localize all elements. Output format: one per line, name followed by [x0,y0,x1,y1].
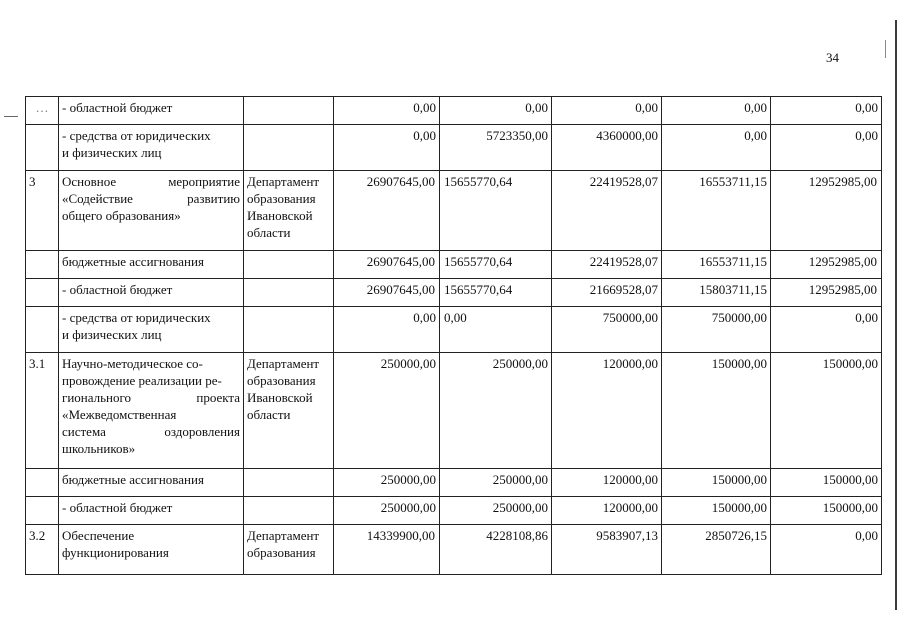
value-cell-year-5: 0,00 [771,125,882,171]
scan-artifact-edge [895,20,897,610]
item-name-line: бюджетные ассигнования [62,472,204,487]
table-row [26,307,882,353]
value-cell-year-3: 21669528,07 [552,279,662,307]
row-number-cell: 3.1 [26,353,59,469]
table-row [26,353,882,469]
item-name-line: - областной бюджет [62,100,173,115]
item-name-cell [59,353,244,469]
department-cell [244,307,334,353]
department-cell [244,497,334,525]
department-line: области [247,225,291,240]
value-cell-year-2: 0,00 [440,307,552,353]
row-number-cell [26,497,59,525]
item-name-cell [59,279,244,307]
department-cell [244,97,334,125]
value-cell-year-5: 0,00 [771,525,882,575]
value-cell-year-2: 250000,00 [440,497,552,525]
value-cell-year-2: 15655770,64 [440,171,552,251]
value-cell-year-1: 26907645,00 [334,279,440,307]
value-cell-year-4: 16553711,15 [662,171,771,251]
item-name-line: Основное мероприятие [62,174,240,189]
row-number-cell [26,307,59,353]
department-line: Департамент [247,356,320,371]
item-name-cell [59,125,244,171]
row-number-cell: 3.2 [26,525,59,575]
value-cell-year-3: 120000,00 [552,353,662,469]
item-name-line: и физических лиц [62,145,162,160]
value-cell-year-4: 2850726,15 [662,525,771,575]
item-name-line: провождение реализации ре- [62,373,222,388]
item-name-cell [59,307,244,353]
row-number-cell [26,125,59,171]
department-cell [244,525,334,575]
row-number-cell: … [26,97,59,125]
table-row [26,97,882,125]
value-cell-year-2: 250000,00 [440,469,552,497]
item-name-line: - средства от юридических [62,310,211,325]
department-line: Департамент [247,528,320,543]
scan-artifact-mark [885,40,886,58]
value-cell-year-1: 26907645,00 [334,171,440,251]
department-cell [244,279,334,307]
table-row [26,497,882,525]
value-cell-year-3: 120000,00 [552,469,662,497]
department-cell [244,353,334,469]
item-name-line: Научно-методическое со- [62,356,203,371]
value-cell-year-4: 150000,00 [662,353,771,469]
value-cell-year-3: 750000,00 [552,307,662,353]
table-row [26,279,882,307]
value-cell-year-5: 0,00 [771,307,882,353]
department-cell [244,125,334,171]
department-line: области [247,407,291,422]
item-name-line: общего образования» [62,208,181,223]
item-name-line: школьников» [62,441,136,456]
value-cell-year-4: 150000,00 [662,469,771,497]
department-line: Департамент [247,174,320,189]
department-cell [244,469,334,497]
value-cell-year-5: 150000,00 [771,353,882,469]
page-number: 34 [826,50,839,65]
item-name-line: - средства от юридических [62,128,211,143]
item-name-line: гионального проекта [62,390,240,405]
row-number-cell [26,251,59,279]
value-cell-year-2: 0,00 [440,97,552,125]
value-cell-year-4: 150000,00 [662,497,771,525]
budget-table [25,96,882,575]
item-name-cell [59,171,244,251]
value-cell-year-2: 15655770,64 [440,251,552,279]
value-cell-year-1: 250000,00 [334,353,440,469]
value-cell-year-3: 4360000,00 [552,125,662,171]
item-name-line: бюджетные ассигнования [62,254,204,269]
table-row [26,171,882,251]
value-cell-year-5: 150000,00 [771,497,882,525]
item-name-line: - областной бюджет [62,282,173,297]
value-cell-year-5: 150000,00 [771,469,882,497]
value-cell-year-2: 15655770,64 [440,279,552,307]
table-row [26,525,882,575]
department-line: Ивановской [247,208,313,223]
item-name-line: Обеспечение [62,528,135,543]
item-name-cell [59,251,244,279]
value-cell-year-3: 22419528,07 [552,251,662,279]
value-cell-year-3: 0,00 [552,97,662,125]
table-row [26,125,882,171]
value-cell-year-4: 0,00 [662,125,771,171]
department-line: образования [247,373,316,388]
item-name-line: система оздоровления [62,424,240,439]
item-name-cell [59,97,244,125]
item-name-line: функционирования [62,545,169,560]
department-line: образования [247,191,316,206]
value-cell-year-1: 0,00 [334,125,440,171]
row-number-cell [26,469,59,497]
value-cell-year-1: 250000,00 [334,497,440,525]
value-cell-year-4: 15803711,15 [662,279,771,307]
value-cell-year-2: 250000,00 [440,353,552,469]
item-name-cell [59,497,244,525]
value-cell-year-5: 12952985,00 [771,251,882,279]
table-row [26,469,882,497]
item-name-line: «Межведомственная [62,407,177,422]
value-cell-year-5: 0,00 [771,97,882,125]
row-number-cell: 3 [26,171,59,251]
item-name-line: - областной бюджет [62,500,173,515]
scan-artifact-dash [4,116,18,117]
department-line: образования [247,545,316,560]
value-cell-year-3: 120000,00 [552,497,662,525]
value-cell-year-5: 12952985,00 [771,171,882,251]
item-name-cell [59,469,244,497]
item-name-line: и физических лиц [62,327,162,342]
budget-table-body [26,97,882,575]
value-cell-year-2: 4228108,86 [440,525,552,575]
department-cell [244,171,334,251]
item-name-line: «Содействие развитию [62,191,240,206]
table-row [26,251,882,279]
department-line: Ивановской [247,390,313,405]
value-cell-year-4: 750000,00 [662,307,771,353]
value-cell-year-1: 0,00 [334,97,440,125]
value-cell-year-5: 12952985,00 [771,279,882,307]
value-cell-year-1: 26907645,00 [334,251,440,279]
department-cell [244,251,334,279]
value-cell-year-3: 9583907,13 [552,525,662,575]
value-cell-year-3: 22419528,07 [552,171,662,251]
item-name-cell [59,525,244,575]
value-cell-year-4: 0,00 [662,97,771,125]
value-cell-year-4: 16553711,15 [662,251,771,279]
row-number-cell [26,279,59,307]
value-cell-year-1: 14339900,00 [334,525,440,575]
value-cell-year-2: 5723350,00 [440,125,552,171]
value-cell-year-1: 0,00 [334,307,440,353]
value-cell-year-1: 250000,00 [334,469,440,497]
